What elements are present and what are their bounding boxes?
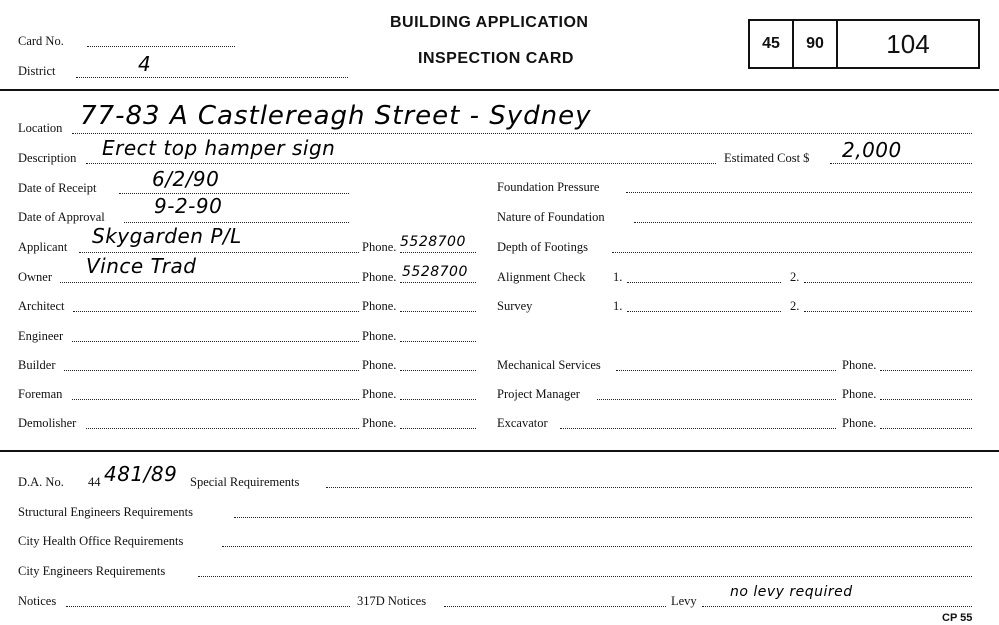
owner-phone-value: 5528700 [402, 264, 468, 280]
engineer-label: Engineer [18, 329, 64, 343]
project-manager-label: Project Manager [497, 387, 580, 401]
city-engineers-requirements-field[interactable] [198, 576, 972, 577]
location-value: 77-83 A Castlereagh Street - Sydney [80, 101, 592, 131]
estimated-cost-label: Estimated Cost $ [724, 151, 810, 165]
architect-phone-label: Phone. [362, 299, 397, 313]
applicant-value: Skygarden P/L [92, 224, 242, 248]
levy-value: no levy required [730, 584, 853, 600]
foreman-field[interactable] [72, 399, 359, 400]
owner-label: Owner [18, 270, 53, 284]
excavator-label: Excavator [497, 416, 548, 430]
engineer-phone-field[interactable] [400, 341, 476, 342]
foreman-phone-label: Phone. [362, 387, 397, 401]
health-requirements-label: City Health Office Requirements [18, 534, 184, 548]
district-label: District [18, 64, 56, 78]
mechanical-services-field[interactable] [616, 370, 836, 371]
project-manager-field[interactable] [597, 399, 836, 400]
builder-phone-label: Phone. [362, 358, 397, 372]
alignment-check-label: Alignment Check [497, 270, 586, 284]
survey-2-field[interactable] [804, 311, 972, 312]
demolisher-field[interactable] [86, 428, 359, 429]
description-label: Description [18, 151, 77, 165]
owner-value: Vince Trad [86, 254, 197, 278]
nature-foundation-label: Nature of Foundation [497, 210, 605, 224]
mechanical-phone-label: Phone. [842, 358, 877, 372]
district-value: 4 [138, 52, 152, 76]
mechanical-services-label: Mechanical Services [497, 358, 601, 372]
depth-footings-label: Depth of Footings [497, 240, 588, 254]
applicant-phone-value: 5528700 [400, 234, 466, 250]
levy-field[interactable] [702, 606, 972, 607]
project-manager-phone-field[interactable] [880, 399, 972, 400]
engineer-field[interactable] [72, 341, 359, 342]
mechanical-phone-field[interactable] [880, 370, 972, 371]
location-label: Location [18, 121, 63, 135]
structural-requirements-label: Structural Engineers Requirements [18, 505, 193, 519]
project-manager-phone-label: Phone. [842, 387, 877, 401]
card-box-3: 104 [886, 28, 930, 59]
da-no-label: D.A. No. [18, 475, 64, 489]
estimated-cost-value: 2,000 [842, 138, 902, 162]
survey-label: Survey [497, 299, 533, 313]
builder-label: Builder [18, 358, 56, 372]
notices-317d-label: 317D Notices [357, 594, 427, 608]
nature-foundation-field[interactable] [634, 222, 972, 223]
form-title-line2: INSPECTION CARD [418, 50, 574, 67]
architect-field[interactable] [73, 311, 359, 312]
owner-phone-label: Phone. [362, 270, 397, 284]
health-requirements-field[interactable] [222, 546, 972, 547]
card-no-field[interactable] [87, 46, 235, 47]
foundation-pressure-label: Foundation Pressure [497, 180, 600, 194]
levy-label: Levy [671, 594, 697, 608]
form-title-line1: BUILDING APPLICATION [390, 14, 589, 31]
architect-phone-field[interactable] [400, 311, 476, 312]
card-box-2: 90 [794, 21, 838, 67]
location-field[interactable] [72, 133, 972, 134]
survey-1-label: 1. [613, 299, 623, 313]
survey-1-field[interactable] [627, 311, 781, 312]
date-receipt-label: Date of Receipt [18, 181, 97, 195]
special-requirements-label: Special Requirements [190, 475, 300, 489]
alignment-check-2-label: 2. [790, 270, 800, 284]
date-approval-label: Date of Approval [18, 210, 105, 224]
card-box-1: 45 [750, 21, 794, 67]
notices-label: Notices [18, 594, 57, 608]
estimated-cost-field[interactable] [830, 163, 972, 164]
applicant-label: Applicant [18, 240, 68, 254]
notices-field[interactable] [66, 606, 350, 607]
date-receipt-value: 6/2/90 [152, 167, 220, 191]
owner-phone-field[interactable] [400, 282, 476, 283]
form-code: CP 55 [942, 612, 973, 624]
foreman-phone-field[interactable] [400, 399, 476, 400]
applicant-phone-label: Phone. [362, 240, 397, 254]
foundation-pressure-field[interactable] [626, 192, 972, 193]
card-no-label: Card No. [18, 34, 64, 48]
depth-footings-field[interactable] [612, 252, 972, 253]
notices-317d-field[interactable] [444, 606, 666, 607]
applicant-phone-field[interactable] [400, 252, 476, 253]
builder-phone-field[interactable] [400, 370, 476, 371]
date-approval-value: 9-2-90 [154, 194, 223, 218]
alignment-check-1-label: 1. [613, 270, 623, 284]
builder-field[interactable] [64, 370, 359, 371]
district-field[interactable] [76, 77, 348, 78]
applicant-field[interactable] [79, 252, 359, 253]
date-approval-field[interactable] [124, 222, 349, 223]
da-no-prefix: 44 [88, 475, 101, 489]
excavator-phone-label: Phone. [842, 416, 877, 430]
alignment-check-2-field[interactable] [804, 282, 972, 283]
special-requirements-field[interactable] [326, 487, 972, 488]
owner-field[interactable] [60, 282, 359, 283]
excavator-field[interactable] [560, 428, 836, 429]
demolisher-phone-field[interactable] [400, 428, 476, 429]
demolisher-phone-label: Phone. [362, 416, 397, 430]
alignment-check-1-field[interactable] [627, 282, 781, 283]
da-no-value: 481/89 [104, 462, 178, 486]
demolisher-label: Demolisher [18, 416, 77, 430]
description-field[interactable] [86, 163, 716, 164]
architect-label: Architect [18, 299, 65, 313]
survey-2-label: 2. [790, 299, 800, 313]
divider-bottom [0, 450, 999, 452]
engineer-phone-label: Phone. [362, 329, 397, 343]
divider-top [0, 89, 999, 91]
city-engineers-requirements-label: City Engineers Requirements [18, 564, 166, 578]
structural-requirements-field[interactable] [234, 517, 972, 518]
excavator-phone-field[interactable] [880, 428, 972, 429]
description-value: Erect top hamper sign [102, 136, 336, 160]
foreman-label: Foreman [18, 387, 63, 401]
card-number-boxes [748, 19, 980, 69]
